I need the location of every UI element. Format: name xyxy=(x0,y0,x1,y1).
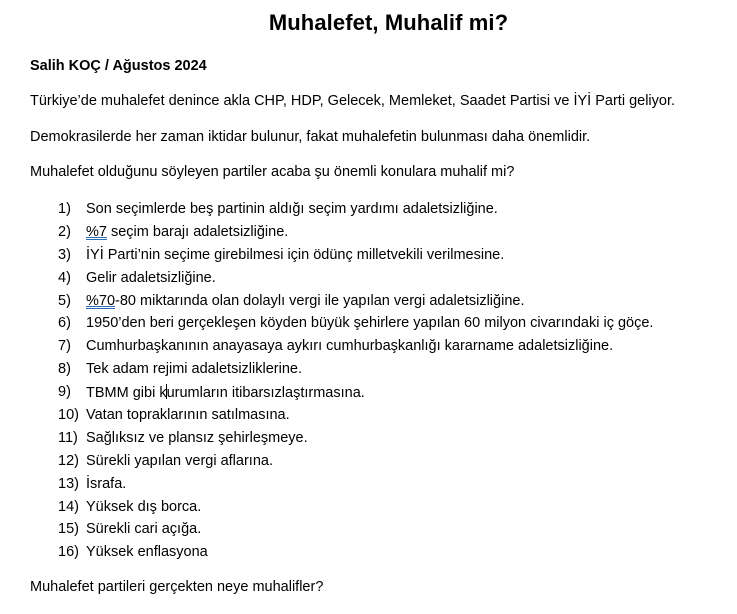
list-item-text: Yüksek enflasyona xyxy=(86,544,208,561)
closing-paragraph: Muhalefet partileri gerçekten neye muhalifler? xyxy=(30,579,324,595)
list-item-number: 3) xyxy=(58,246,71,263)
list-item-number: 6) xyxy=(58,315,71,332)
list-item-text: Yüksek dış borca. xyxy=(86,498,202,515)
list-item-after-cursor: urumların itibarsızlaştırmasına. xyxy=(166,385,365,402)
list-item-number: 2) xyxy=(58,223,71,240)
list-item-number: 4) xyxy=(58,269,71,286)
list-item-number: 15) xyxy=(58,521,79,538)
list-item-text: Gelir adaletsizliğine. xyxy=(86,269,216,286)
list-item-text: Sağlıksız ve plansız şehirleşmeye. xyxy=(86,429,308,446)
list-item-number: 14) xyxy=(58,498,79,515)
list-item-number: 12) xyxy=(58,452,79,469)
democracy-paragraph: Demokrasilerde her zaman iktidar bulunur, fakat muhalefetin bulunması daha önemlidir. xyxy=(30,129,591,145)
author-line: Salih KOÇ / Ağustos 2024 xyxy=(30,58,207,74)
list-item-text xyxy=(86,293,524,309)
list-item-text: Cumhurbaşkanının anayasaya aykırı cumhurbaşkanlığı kararname adaletsizliğine. xyxy=(86,338,614,355)
list-item-text: Son seçimlerde beş partinin aldığı seçim yardımı adaletsizliğine. xyxy=(86,201,498,217)
list-item-number: 5) xyxy=(58,292,71,309)
list-item-number: 11) xyxy=(58,429,78,446)
document-title: Muhalefet, Muhalif mi? xyxy=(268,10,509,35)
list-item-number: 10) xyxy=(58,407,79,424)
list-item-text xyxy=(86,224,288,240)
list-item-number: 7) xyxy=(58,338,71,355)
list-item-number: 9) xyxy=(58,384,71,401)
intro-paragraph: Türkiye’de muhalefet denince akla CHP, HDP, Gelecek, Memleket, Saadet Partisi ve İYİ Parti geliyor. xyxy=(30,93,676,109)
list-item-text: Vatan topraklarının satılmasına. xyxy=(86,407,290,424)
list-item-number: 1) xyxy=(58,201,71,217)
list-item-text: Sürekli yapılan vergi aflarına. xyxy=(86,452,273,469)
list-item-text: Tek adam rejimi adaletsizliklerine. xyxy=(86,361,302,378)
list-item-rest: seçim barajı adaletsizliğine. xyxy=(106,223,289,240)
list-item-number: 8) xyxy=(58,361,71,378)
list-item-text: 1950’den beri gerçekleşen köyden büyük şehirlere yapılan 60 milyon civarındaki iç göçe. xyxy=(86,315,654,332)
flagged-word[interactable]: %7 xyxy=(86,223,107,240)
list-item-number: 13) xyxy=(58,475,79,492)
question-paragraph: Muhalefet olduğunu söyleyen partiler acaba şu önemli konulara muhalif mi? xyxy=(30,164,515,180)
list-item-rest: -80 miktarında olan dolaylı vergi ile yapılan vergi adaletsizliğine. xyxy=(115,292,525,309)
list-item-before-cursor: TBMM gibi k xyxy=(86,385,167,402)
list-item-text: Sürekli cari açığa. xyxy=(86,521,202,538)
list-item-text: İsrafa. xyxy=(86,475,127,492)
list-item-text: İYİ Parti’nin seçime girebilmesi için ödünç milletvekili verilmesine. xyxy=(86,246,505,263)
list-item-number: 16) xyxy=(58,544,79,561)
list-item-text[interactable] xyxy=(86,384,365,401)
flagged-word[interactable]: %70 xyxy=(86,292,116,309)
